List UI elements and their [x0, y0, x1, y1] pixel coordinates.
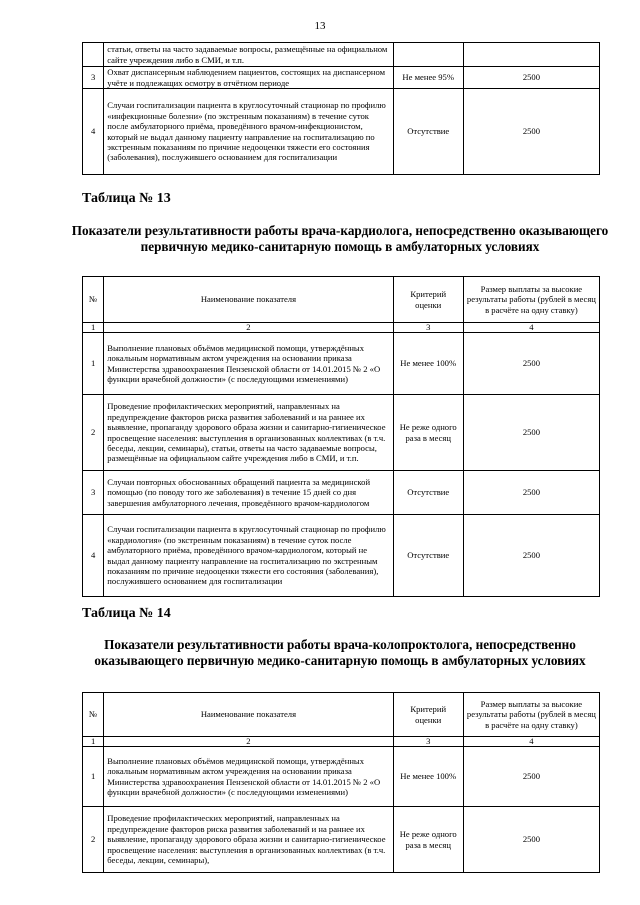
table-row: [83, 333, 600, 395]
indicator-name: Выполнение плановых объёмов медицинской помощи, утверждённых локальным нормативным актом учреждения на основании приказа Министерства здравоохранения Пензенской области от 14.01.2015 № 2 «О функции врачебной должности» (с последующими изменениями): [104, 333, 393, 395]
payment: 2500: [463, 471, 599, 515]
col-number: 2: [104, 323, 393, 333]
col-number: 3: [393, 737, 463, 747]
table-14: [82, 692, 600, 873]
header-num: №: [83, 693, 104, 737]
table-row: [83, 747, 600, 807]
header-payment: Размер выплаты за высокие результаты работы (рублей в месяц в расчёте на одну ставку): [463, 693, 599, 737]
criterion: Отсутствие: [393, 471, 463, 515]
payment: 2500: [463, 89, 599, 175]
payment: 2500: [463, 807, 599, 873]
payment: 2500: [463, 747, 599, 807]
table-14-label: Таблица № 14: [82, 606, 171, 621]
indicator-name: Случаи госпитализации пациента в круглосуточный стационар по профилю «кардиология» (по экстренным показаниям) в течение суток после амбулаторного приёма, проведённого врачом-кардиологом, который не выдал данному пациенту направление на госпитализацию по экстренным показаниям по причине недооценки тяжести его состояния (заболевания), послужившего основанием для госпитализации: [104, 515, 393, 597]
criterion: Отсутствие: [393, 515, 463, 597]
criterion: Не менее 100%: [393, 747, 463, 807]
row-number: 2: [83, 807, 104, 873]
payment: 2500: [463, 67, 599, 89]
payment: [463, 43, 599, 67]
col-number: 3: [393, 323, 463, 333]
payment: 2500: [463, 515, 599, 597]
criterion: Не менее 100%: [393, 333, 463, 395]
col-number: 1: [83, 737, 104, 747]
table-row: [83, 807, 600, 873]
table-13-title: Показатели результативности работы врача-кардиолога, непосредственно оказывающего первичную медико-санитарную помощь в амбулаторных условиях: [71, 223, 609, 254]
col-number: 2: [104, 737, 393, 747]
table-row: [83, 89, 600, 175]
table-header-row: [83, 277, 600, 323]
indicator-name: Случаи повторных обоснованных обращений пациента за медицинской помощью (по поводу того же заболевания) в течение 15 дней со дня завершения амбулаторного лечения, проведённого врачом-кардиологом: [104, 471, 393, 515]
column-number-row: [83, 737, 600, 747]
criterion: Отсутствие: [393, 89, 463, 175]
row-number: 4: [83, 515, 104, 597]
table-row: [83, 43, 600, 67]
col-number: 4: [463, 323, 599, 333]
table-row: [83, 515, 600, 597]
indicator-name: Случаи госпитализации пациента в круглосуточный стационар по профилю «инфекционные болезни» (по экстренным показаниям) в течение суток после амбулаторного приёма, проведённого врачом-инфекционистом, который не выдал данному пациенту направление на госпитализацию по экстренным показаниям по причине недооценки тяжести его состояния (заболевания), послужившего основанием для госпитализации: [104, 89, 393, 175]
table-header-row: [83, 693, 600, 737]
table-13-label: Таблица № 13: [82, 191, 171, 206]
col-number: 4: [463, 737, 599, 747]
criterion: Не реже одного раза в месяц: [393, 807, 463, 873]
page-number: 13: [314, 20, 326, 32]
indicator-name: Выполнение плановых объёмов медицинской помощи, утверждённых локальным нормативным актом учреждения на основании приказа Министерства здравоохранения Пензенской области от 14.01.2015 № 2 «О функции врачебной должности» (с последующими изменениями): [104, 747, 393, 807]
criterion: Не реже одного раза в месяц: [393, 395, 463, 471]
row-number: 3: [83, 67, 104, 89]
header-criterion: Критерий оценки: [393, 693, 463, 737]
header-payment: Размер выплаты за высокие результаты работы (рублей в месяц в расчёте на одну ставку): [463, 277, 599, 323]
indicator-name: Проведение профилактических мероприятий, направленных на предупреждение факторов риска развития заболеваний и на раннее их выявление, пропаганду здорового образа жизни и санитарно-гигиеническое просвещение населения: выступления в организованных коллективах (в т.ч. беседы, лекции, семинары), статьи, ответы на часто задаваемые вопросы, размещённые на официальном сайте учреждения либо в СМИ, и т.п.: [104, 395, 393, 471]
row-number: 3: [83, 471, 104, 515]
col-number: 1: [83, 323, 104, 333]
header-criterion: Критерий оценки: [393, 277, 463, 323]
table-row: [83, 395, 600, 471]
criterion: [393, 43, 463, 67]
top-table: [82, 42, 600, 175]
indicator-name: статьи, ответы на часто задаваемые вопросы, размещённые на официальном сайте учреждения либо в СМИ, и т.п.: [104, 43, 393, 67]
row-number: [83, 43, 104, 67]
row-number: 4: [83, 89, 104, 175]
criterion: Не менее 95%: [393, 67, 463, 89]
header-name: Наименование показателя: [104, 693, 393, 737]
indicator-name: Охват диспансерным наблюдением пациентов, состоящих на диспансерном учёте и подлежащих осмотру в отчётном периоде: [104, 67, 393, 89]
indicator-name: Проведение профилактических мероприятий, направленных на предупреждение факторов риска развития заболеваний и на раннее их выявление, пропаганду здорового образа жизни и санитарно-гигиеническое просвещение населения: выступления в организованных коллективах (в т.ч. беседы, лекции, семинары),: [104, 807, 393, 873]
row-number: 1: [83, 747, 104, 807]
table-14-title: Показатели результативности работы врача-колопроктолога, непосредственно оказывающего первичную медико-санитарную помощь в амбулаторных условиях: [94, 637, 586, 668]
row-number: 1: [83, 333, 104, 395]
header-name: Наименование показателя: [104, 277, 393, 323]
column-number-row: [83, 323, 600, 333]
table-row: [83, 67, 600, 89]
table-13: [82, 276, 600, 597]
table-row: [83, 471, 600, 515]
payment: 2500: [463, 333, 599, 395]
row-number: 2: [83, 395, 104, 471]
header-num: №: [83, 277, 104, 323]
payment: 2500: [463, 395, 599, 471]
